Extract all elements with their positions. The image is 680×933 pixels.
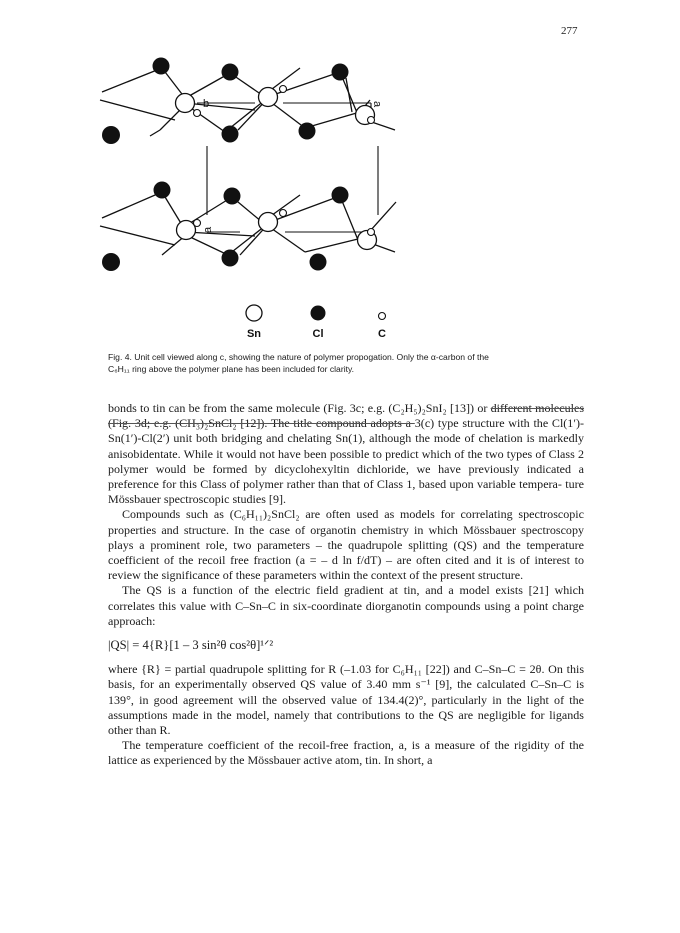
legend-label-sn: Sn	[246, 328, 262, 340]
figure-caption	[108, 352, 583, 375]
text-line: for this Class of polymer rather than that of Class 1, based upon variable tempera-	[162, 477, 566, 492]
text-line: Sn(1), although the mode of chelation is markedly anisobidentate. While it would	[108, 431, 584, 461]
legend-label-c: C	[378, 328, 386, 340]
text-line: Mössbauer spectroscopy plays a prominent role, two parameters – the quadrupole	[108, 522, 584, 552]
text-line: ture Mössbauer spectroscopic studies [9].	[108, 477, 584, 507]
paragraph-1	[108, 401, 584, 507]
lower-chain-atoms	[102, 182, 377, 272]
text-line: different molecules (Fig. 3d; e.g. (CH₃)₂SnCl₂ [12]). The title compound adopts a	[108, 401, 585, 431]
paragraph-4	[108, 662, 584, 738]
text-line: The temperature coefficient of the recoil-free fraction, a, is a measure of the	[122, 738, 515, 753]
figure-legend	[246, 305, 386, 340]
legend-c-symbol	[379, 313, 386, 320]
text-line: where {R} = partial quadrupole splitting for R (–1.03 for C₆H₁₁ [22]) and C–Sn–C	[108, 662, 520, 677]
text-line: 134.4(2)°, particularly in the light of the assumptions made in the model, namely	[108, 692, 584, 722]
paragraph-3	[108, 583, 584, 629]
text-line: using a point charge approach:	[108, 598, 585, 628]
text-line: that contributions to the QS are negligible for ligands other than R.	[108, 707, 584, 738]
unit-cell-outline	[197, 103, 378, 232]
text-line: bonds to tin can be from the same molecule (Fig. 3c; e.g. (C₂H₅)₂SnI₂ [13]) or	[108, 401, 491, 415]
paragraph-2	[108, 507, 584, 583]
text-line: splitting (QS) and the temperature coefficient of the recoil free fraction (a =	[108, 537, 585, 568]
legend-cl-symbol	[311, 306, 326, 321]
body-text	[108, 401, 584, 769]
text-line: spectroscopic properties and structure. In the case of organotin chemistry in which	[108, 507, 584, 537]
page-number: 277	[561, 25, 578, 37]
text-line: = 2θ. On this basis, for an experimentally observed QS value of 3.40 mm s⁻¹ [9],	[108, 662, 585, 692]
text-line: not have been possible to predict which of the two types of Class 2 polymer would	[108, 446, 584, 476]
text-line: rigidity of the lattice as experienced by the Mössbauer active atom, tin. In short, a	[108, 738, 584, 768]
equation: |QS| = 4{R}[1 – 3 sin²θ cos²θ]¹ᐟ²	[108, 638, 274, 653]
axis-label-b: b	[203, 98, 210, 110]
axis-label-a-upper: a	[371, 101, 383, 108]
upper-chain-atoms	[102, 58, 375, 145]
text-line: The QS is a function of the electric field gradient at tin, and a model exists [21]	[122, 583, 555, 598]
paragraph-5	[108, 738, 584, 768]
unit-cell-figure	[0, 0, 680, 350]
caption-line: Fig. 4. Unit cell viewed along c, showing the nature of polymer propogation. Only the α-carbon of the	[108, 352, 489, 362]
text-line: 3(c) type structure with the Cl(1′)-Sn(1′)-Cl(2′) unit both bridging and chelating	[108, 416, 584, 446]
text-line: parameters within the context of the present structure.	[263, 568, 524, 583]
legend-sn-symbol	[246, 305, 262, 321]
legend-label-cl: Cl	[312, 328, 324, 340]
caption-line: C₆H₁₁ ring above the polymer plane has been included for clarity.	[108, 363, 355, 374]
lower-polymer-chain	[100, 192, 396, 267]
text-line: which correlates this value with C–Sn–C in six-coordinate diorganotin compounds	[108, 583, 584, 613]
text-line: the calculated C–Sn–C is 139°, in good agreement will the observed value of	[108, 677, 585, 707]
axis-label-a-lower: a	[202, 226, 214, 233]
text-line: be formed by dicyclohexyltin dichloride, we have previously indicated a preference	[108, 461, 584, 492]
text-line: – d ln f/dT) – are often cited and it is of interest to review the significance of these	[108, 553, 584, 583]
upper-polymer-chain	[100, 68, 395, 136]
text-line: Compounds such as (C₆H₁₁)₂SnCl₂ are often used as models for correlating	[122, 507, 519, 522]
